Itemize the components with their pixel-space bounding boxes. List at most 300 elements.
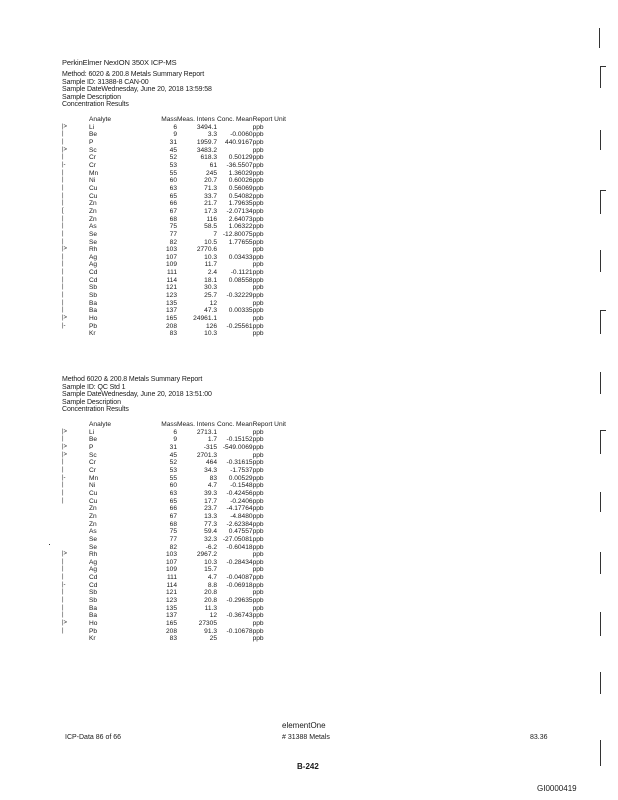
analyte-cell: Ni [89, 482, 96, 490]
analyte-cell: Ag [89, 558, 98, 566]
intensity-cell: 20.8 [204, 597, 217, 605]
scan-mark [600, 740, 601, 766]
row-marker: | [62, 459, 64, 466]
table-row [62, 536, 286, 544]
intensity-cell: 15.7 [204, 566, 217, 574]
intensity-cell: 77.3 [204, 520, 217, 528]
conc-cell [217, 635, 253, 643]
intensity-cell: 12 [209, 299, 217, 307]
sample-description-line: Sample Description [62, 93, 121, 101]
analyte-cell: Kr [89, 330, 96, 338]
mass-cell: 55 [169, 169, 177, 177]
mass-cell: 208 [165, 322, 177, 330]
table-row [62, 574, 286, 582]
unit-cell: ppb [252, 512, 264, 520]
col-analyte: Analyte [89, 421, 111, 428]
scan-mark [600, 130, 601, 150]
unit-cell: ppb [252, 192, 264, 200]
unit-cell: ppb [252, 566, 264, 574]
mass-cell: 165 [165, 315, 177, 323]
analyte-cell: Zn [89, 505, 97, 513]
page-number: B-242 [297, 762, 319, 771]
job-number: # 31388 Metals [282, 734, 330, 741]
table-row [62, 490, 286, 498]
row-marker: | [62, 299, 64, 306]
table-row [62, 521, 286, 529]
mass-cell: 107 [165, 253, 177, 261]
scan-mark [600, 66, 606, 67]
row-marker: |> [62, 315, 68, 322]
row-marker: | [62, 436, 64, 443]
row-marker: | [62, 276, 64, 283]
unit-cell: ppb [252, 589, 264, 597]
conc-cell: -36.5507 [226, 161, 253, 169]
table-row [62, 131, 286, 139]
row-marker: |> [62, 428, 68, 435]
row-marker: |> [62, 123, 68, 130]
conc-cell [217, 284, 253, 292]
mass-cell: 66 [169, 200, 177, 208]
page-counter: ICP-Data 86 of 66 [65, 734, 122, 741]
intensity-cell: 10.3 [204, 253, 217, 261]
intensity-cell: 34.3 [204, 466, 217, 474]
mass-cell: 45 [169, 146, 177, 154]
unit-cell: ppb [252, 299, 264, 307]
table-row [62, 307, 286, 315]
table-row [62, 589, 286, 597]
row-marker: |> [62, 451, 68, 458]
analyte-cell: Zn [89, 200, 97, 208]
scan-mark [600, 190, 606, 191]
scan-mark [600, 66, 601, 88]
table-row [62, 185, 286, 193]
row-marker: | [62, 466, 64, 473]
intensity-cell: 25.7 [204, 292, 217, 300]
row-marker: |- [62, 322, 66, 329]
table-header-row [62, 421, 286, 429]
analyte-cell: Cd [89, 269, 98, 277]
conc-cell: -1.7537 [230, 466, 253, 474]
scan-mark [600, 310, 606, 311]
table-row [62, 231, 286, 239]
row-marker: | [62, 177, 64, 184]
intensity-cell: 245 [205, 169, 217, 177]
analyte-cell: Be [89, 436, 98, 444]
conc-cell [217, 620, 253, 628]
conc-cell: -2.07134 [226, 207, 253, 215]
analyte-cell: Pb [89, 322, 98, 330]
conc-cell: 2.64073 [228, 215, 253, 223]
section2-header [62, 376, 212, 414]
intensity-cell: 23.7 [204, 505, 217, 513]
unit-cell: ppb [252, 620, 264, 628]
analyte-cell: Rh [89, 246, 98, 254]
table-row [62, 620, 286, 628]
mass-cell: 107 [165, 558, 177, 566]
intensity-cell: 2713.1 [196, 428, 217, 436]
mass-cell: 68 [169, 215, 177, 223]
intensity-cell: 1959.7 [196, 138, 217, 146]
conc-cell [217, 589, 253, 597]
unit-cell: ppb [252, 154, 264, 162]
conc-cell: -0.29635 [226, 597, 253, 605]
analyte-cell: Ho [89, 315, 98, 323]
unit-cell: ppb [252, 238, 264, 246]
mass-cell: 75 [169, 528, 177, 536]
unit-cell: ppb [252, 635, 264, 643]
intensity-cell: 3483.2 [196, 146, 217, 154]
row-marker [62, 528, 89, 536]
analyte-cell: Pb [89, 627, 98, 635]
intensity-cell: 10.3 [204, 330, 217, 338]
unit-cell: ppb [252, 466, 264, 474]
unit-cell: ppb [252, 528, 264, 536]
conc-cell: -0.31615 [226, 459, 253, 467]
mass-cell: 83 [169, 635, 177, 643]
analyte-cell: Sb [89, 589, 98, 597]
analyte-cell: Se [89, 230, 98, 238]
analyte-cell: Se [89, 535, 98, 543]
unit-cell: ppb [252, 230, 264, 238]
unit-cell: ppb [252, 184, 264, 192]
unit-cell: ppb [252, 474, 264, 482]
conc-cell [217, 429, 253, 437]
intensity-cell: 126 [205, 322, 217, 330]
row-marker: | [62, 269, 64, 276]
unit-cell: ppb [252, 574, 264, 582]
unit-cell: ppb [252, 246, 264, 254]
intensity-cell: 11.7 [204, 261, 217, 269]
conc-cell: -0.28434 [226, 558, 253, 566]
unit-cell: ppb [252, 627, 264, 635]
table-row [62, 284, 286, 292]
row-marker: | [62, 482, 64, 489]
row-marker: | [62, 230, 64, 237]
mass-cell: 63 [169, 184, 177, 192]
analyte-cell: Zn [89, 520, 97, 528]
table-row [62, 566, 286, 574]
intensity-cell: 18.1 [204, 276, 217, 284]
sample-date-line: Sample DateWednesday, June 20, 2018 13:59:58 [62, 86, 212, 93]
mass-cell: 135 [165, 604, 177, 612]
table-row [62, 208, 286, 216]
conc-cell: 0.00335 [228, 307, 253, 315]
mass-cell: 52 [169, 459, 177, 467]
mass-cell: 77 [169, 535, 177, 543]
conc-cell: -27.05081 [222, 535, 253, 543]
conc-cell: -0.1548 [230, 482, 253, 490]
conc-cell [217, 300, 253, 308]
analyte-cell: Rh [89, 551, 98, 559]
analyte-cell: Sb [89, 597, 98, 605]
intensity-cell: 2.4 [207, 269, 217, 277]
unit-cell: ppb [252, 428, 264, 436]
mass-cell: 6 [173, 123, 177, 131]
analyte-cell: As [89, 223, 97, 231]
intensity-cell: 3.3 [207, 131, 217, 139]
intensity-cell: 8.8 [207, 581, 217, 589]
lab-name: elementOne [282, 721, 326, 730]
mass-cell: 121 [165, 284, 177, 292]
mass-cell: 60 [169, 482, 177, 490]
row-marker: | [62, 627, 64, 634]
conc-cell: 0.60026 [228, 177, 253, 185]
mass-cell: 103 [165, 551, 177, 559]
results-body-1 [62, 124, 286, 338]
mass-cell: 9 [173, 436, 177, 444]
analyte-cell: As [89, 528, 97, 536]
conc-cell: 0.00529 [228, 474, 253, 482]
analyte-cell: Ba [89, 307, 98, 315]
unit-cell: ppb [252, 322, 264, 330]
table-row [62, 628, 286, 636]
table-row [62, 459, 286, 467]
unit-cell: ppb [252, 597, 264, 605]
table-row [62, 551, 286, 559]
unit-cell: ppb [252, 604, 264, 612]
analyte-cell: Ba [89, 604, 98, 612]
sample-description-line: Sample Description [62, 398, 121, 406]
analyte-cell: Mn [89, 474, 99, 482]
analyte-cell: P [89, 443, 94, 451]
mass-cell: 165 [165, 620, 177, 628]
instrument-title: PerkinElmer NexION 350X ICP-MS [62, 58, 177, 67]
conc-cell [217, 566, 253, 574]
row-marker: | [62, 138, 64, 145]
intensity-cell: 47.3 [204, 307, 217, 315]
bates-number: GI0000419 [537, 784, 577, 793]
row-marker: | [62, 154, 64, 161]
unit-cell: ppb [252, 123, 264, 131]
mass-cell: 75 [169, 223, 177, 231]
col-intensity: Meas. Intens [177, 116, 215, 123]
unit-cell: ppb [252, 215, 264, 223]
table-row [62, 330, 286, 338]
analyte-cell: Kr [89, 635, 96, 643]
conc-cell: -0.04087 [226, 574, 253, 582]
row-marker [62, 635, 89, 643]
conc-cell: 0.54082 [228, 192, 253, 200]
table-row [62, 597, 286, 605]
intensity-cell: 2701.3 [196, 451, 217, 459]
scan-mark [600, 430, 606, 431]
mass-cell: 135 [165, 299, 177, 307]
conc-cell: 1.06322 [228, 223, 253, 231]
conc-cell: -0.10678 [226, 627, 253, 635]
unit-cell: ppb [252, 551, 264, 559]
analyte-cell: Cu [89, 489, 98, 497]
analyte-cell: Cr [89, 161, 96, 169]
intensity-cell: 24961.1 [193, 315, 217, 323]
row-marker: | [62, 566, 64, 573]
mass-cell: 65 [169, 497, 177, 505]
table-row [62, 124, 286, 132]
row-marker: |> [62, 246, 68, 253]
analyte-cell: Ba [89, 612, 98, 620]
table-row [62, 482, 286, 490]
scan-mark [49, 544, 50, 545]
row-marker: | [62, 284, 64, 291]
unit-cell: ppb [252, 146, 264, 154]
results-label: Concentration Results [62, 101, 129, 108]
table-row [62, 323, 286, 331]
unit-cell: ppb [252, 505, 264, 513]
table-row [62, 544, 286, 552]
conc-cell: 0.50129 [228, 154, 253, 162]
conc-cell: 1.79635 [228, 200, 253, 208]
intensity-cell: 71.3 [204, 184, 217, 192]
analyte-cell: Cr [89, 466, 96, 474]
intensity-cell: 4.7 [207, 574, 217, 582]
mass-cell: 6 [173, 428, 177, 436]
intensity-cell: 17.3 [204, 207, 217, 215]
mass-cell: 123 [165, 597, 177, 605]
analyte-cell: Sb [89, 292, 98, 300]
conc-cell: 440.9167 [225, 138, 253, 146]
table-row [62, 528, 286, 536]
scan-mark [600, 612, 601, 636]
row-marker: | [62, 192, 64, 199]
table-row [62, 582, 286, 590]
mass-cell: 9 [173, 131, 177, 139]
sample-id-line: Sample ID: QC Std 1 [62, 383, 126, 391]
scan-mark [600, 372, 601, 394]
mass-cell: 82 [169, 543, 177, 551]
conc-cell: -0.42456 [226, 489, 253, 497]
intensity-cell: 464 [205, 459, 217, 467]
conc-cell: -0.06918 [226, 581, 253, 589]
conc-cell [217, 147, 253, 155]
row-marker: | [62, 558, 64, 565]
intensity-cell: 30.3 [204, 284, 217, 292]
results-label: Concentration Results [62, 406, 129, 413]
unit-cell: ppb [252, 489, 264, 497]
unit-cell: ppb [252, 459, 264, 467]
table-row [62, 452, 286, 460]
mass-cell: 103 [165, 246, 177, 254]
mass-cell: 31 [169, 138, 177, 146]
analyte-cell: Ho [89, 620, 98, 628]
row-marker [62, 513, 89, 521]
col-conc: Conc. Mean [217, 116, 253, 123]
mass-cell: 52 [169, 154, 177, 162]
results-table-1 [62, 116, 286, 338]
table-row [62, 147, 286, 155]
unit-cell: ppb [252, 436, 264, 444]
table-row [62, 315, 286, 323]
row-marker: | [62, 307, 64, 314]
analyte-cell: Zn [89, 207, 97, 215]
row-marker: |> [62, 443, 68, 450]
sample-date-line: Sample DateWednesday, June 20, 2018 13:51:00 [62, 391, 212, 398]
conc-cell: -0.32229 [226, 292, 253, 300]
table-row [62, 559, 286, 567]
mass-cell: 111 [166, 269, 177, 277]
mass-cell: 45 [169, 451, 177, 459]
intensity-cell: 11.3 [204, 604, 217, 612]
table-row [62, 467, 286, 475]
unit-cell: ppb [252, 261, 264, 269]
analyte-cell: Cr [89, 459, 96, 467]
conc-cell: -0.36743 [226, 612, 253, 620]
analyte-cell: Ni [89, 177, 96, 185]
analyte-cell: Ag [89, 261, 98, 269]
unit-cell: ppb [252, 330, 264, 338]
table-row [62, 177, 286, 185]
analyte-cell: Cr [89, 154, 96, 162]
footer-code: 83.36 [530, 734, 548, 741]
intensity-cell: 116 [206, 215, 217, 223]
col-intensity: Meas. Intens [177, 421, 215, 428]
mass-cell: 114 [166, 276, 177, 284]
intensity-cell: 33.7 [204, 192, 217, 200]
table-row [62, 292, 286, 300]
row-marker: | [62, 223, 64, 230]
row-marker: | [62, 238, 64, 245]
col-analyte: Analyte [89, 116, 111, 123]
unit-cell: ppb [252, 581, 264, 589]
table-row [62, 300, 286, 308]
row-marker: | [62, 169, 64, 176]
table-row [62, 444, 286, 452]
row-marker [62, 330, 89, 338]
row-marker: |- [62, 581, 66, 588]
conc-cell: 0.56069 [228, 184, 253, 192]
table-row [62, 216, 286, 224]
conc-cell: -4.17764 [226, 505, 253, 513]
row-marker [62, 521, 89, 529]
col-conc: Conc. Mean [217, 421, 253, 428]
section1-header [62, 71, 212, 109]
row-marker: | [62, 215, 64, 222]
row-marker: |- [62, 161, 66, 168]
intensity-cell: 4.7 [207, 482, 217, 490]
conc-cell: -4.8480 [230, 512, 253, 520]
conc-cell: -549.0069 [222, 443, 253, 451]
scan-mark [600, 492, 601, 512]
row-marker: | [62, 497, 64, 504]
analyte-cell: Sc [89, 451, 97, 459]
intensity-cell: 59.4 [204, 528, 217, 536]
unit-cell: ppb [252, 315, 264, 323]
conc-cell [217, 551, 253, 559]
unit-cell: ppb [252, 482, 264, 490]
table-row [62, 193, 286, 201]
table-row [62, 200, 286, 208]
unit-cell: ppb [252, 307, 264, 315]
row-marker: | [62, 489, 64, 496]
analyte-cell: Se [89, 543, 98, 551]
intensity-cell: 10.5 [204, 238, 217, 246]
conc-cell: -0.15152 [226, 436, 253, 444]
mass-cell: 208 [165, 627, 177, 635]
sample-id-line: Sample ID: 31388-8 CAN-00 [62, 78, 149, 86]
unit-cell: ppb [252, 200, 264, 208]
table-row [62, 162, 286, 170]
mass-cell: 67 [169, 512, 177, 520]
analyte-cell: Cu [89, 184, 98, 192]
analyte-cell: Mn [89, 169, 99, 177]
mass-cell: 114 [166, 581, 177, 589]
intensity-cell: 61 [209, 161, 217, 169]
table-row [62, 429, 286, 437]
mass-cell: 137 [165, 612, 177, 620]
unit-cell: ppb [252, 497, 264, 505]
unit-cell: ppb [252, 253, 264, 261]
analyte-cell: Cd [89, 574, 98, 582]
intensity-cell: 13.3 [204, 512, 217, 520]
col-unit: Report Unit [252, 116, 286, 123]
